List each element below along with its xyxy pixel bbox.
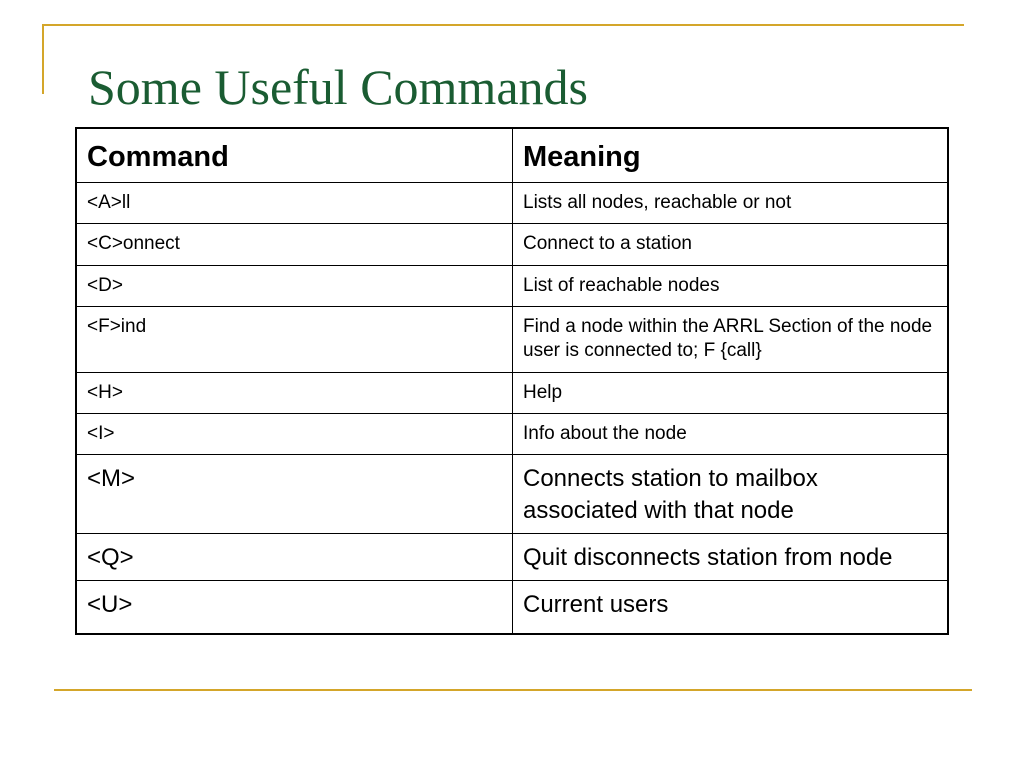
- meaning-cell: Connects station to mailbox associated with that node: [513, 455, 949, 534]
- header-command: Command: [76, 128, 513, 183]
- command-cell: <A>ll: [76, 183, 513, 224]
- table-row: [76, 455, 948, 534]
- command-cell: <Q>: [76, 534, 513, 581]
- table-row: [76, 413, 948, 454]
- slide-title: Some Useful Commands: [88, 59, 588, 115]
- meaning-cell: Info about the node: [513, 413, 949, 454]
- meaning-cell: List of reachable nodes: [513, 265, 949, 306]
- meaning-cell: Lists all nodes, reachable or not: [513, 183, 949, 224]
- command-cell: <U>: [76, 581, 513, 634]
- table-row: [76, 534, 948, 581]
- accent-line-top: [42, 24, 964, 26]
- table-row: [76, 372, 948, 413]
- meaning-cell: Quit disconnects station from node: [513, 534, 949, 581]
- table-row: [76, 265, 948, 306]
- meaning-cell: Connect to a station: [513, 224, 949, 265]
- command-cell: <D>: [76, 265, 513, 306]
- table-row: [76, 183, 948, 224]
- command-cell: <I>: [76, 413, 513, 454]
- command-cell: <F>ind: [76, 307, 513, 373]
- meaning-cell: Current users: [513, 581, 949, 634]
- command-cell: <C>onnect: [76, 224, 513, 265]
- header-meaning: Meaning: [513, 128, 949, 183]
- accent-line-bottom: [54, 689, 972, 691]
- commands-table: [75, 127, 949, 635]
- table-row: [76, 307, 948, 373]
- command-cell: <M>: [76, 455, 513, 534]
- accent-line-left: [42, 24, 44, 94]
- command-cell: <H>: [76, 372, 513, 413]
- table-row: [76, 581, 948, 634]
- meaning-cell: Find a node within the ARRL Section of the node user is connected to; F {call}: [513, 307, 949, 373]
- meaning-cell: Help: [513, 372, 949, 413]
- table-header-row: [76, 128, 948, 183]
- table-row: [76, 224, 948, 265]
